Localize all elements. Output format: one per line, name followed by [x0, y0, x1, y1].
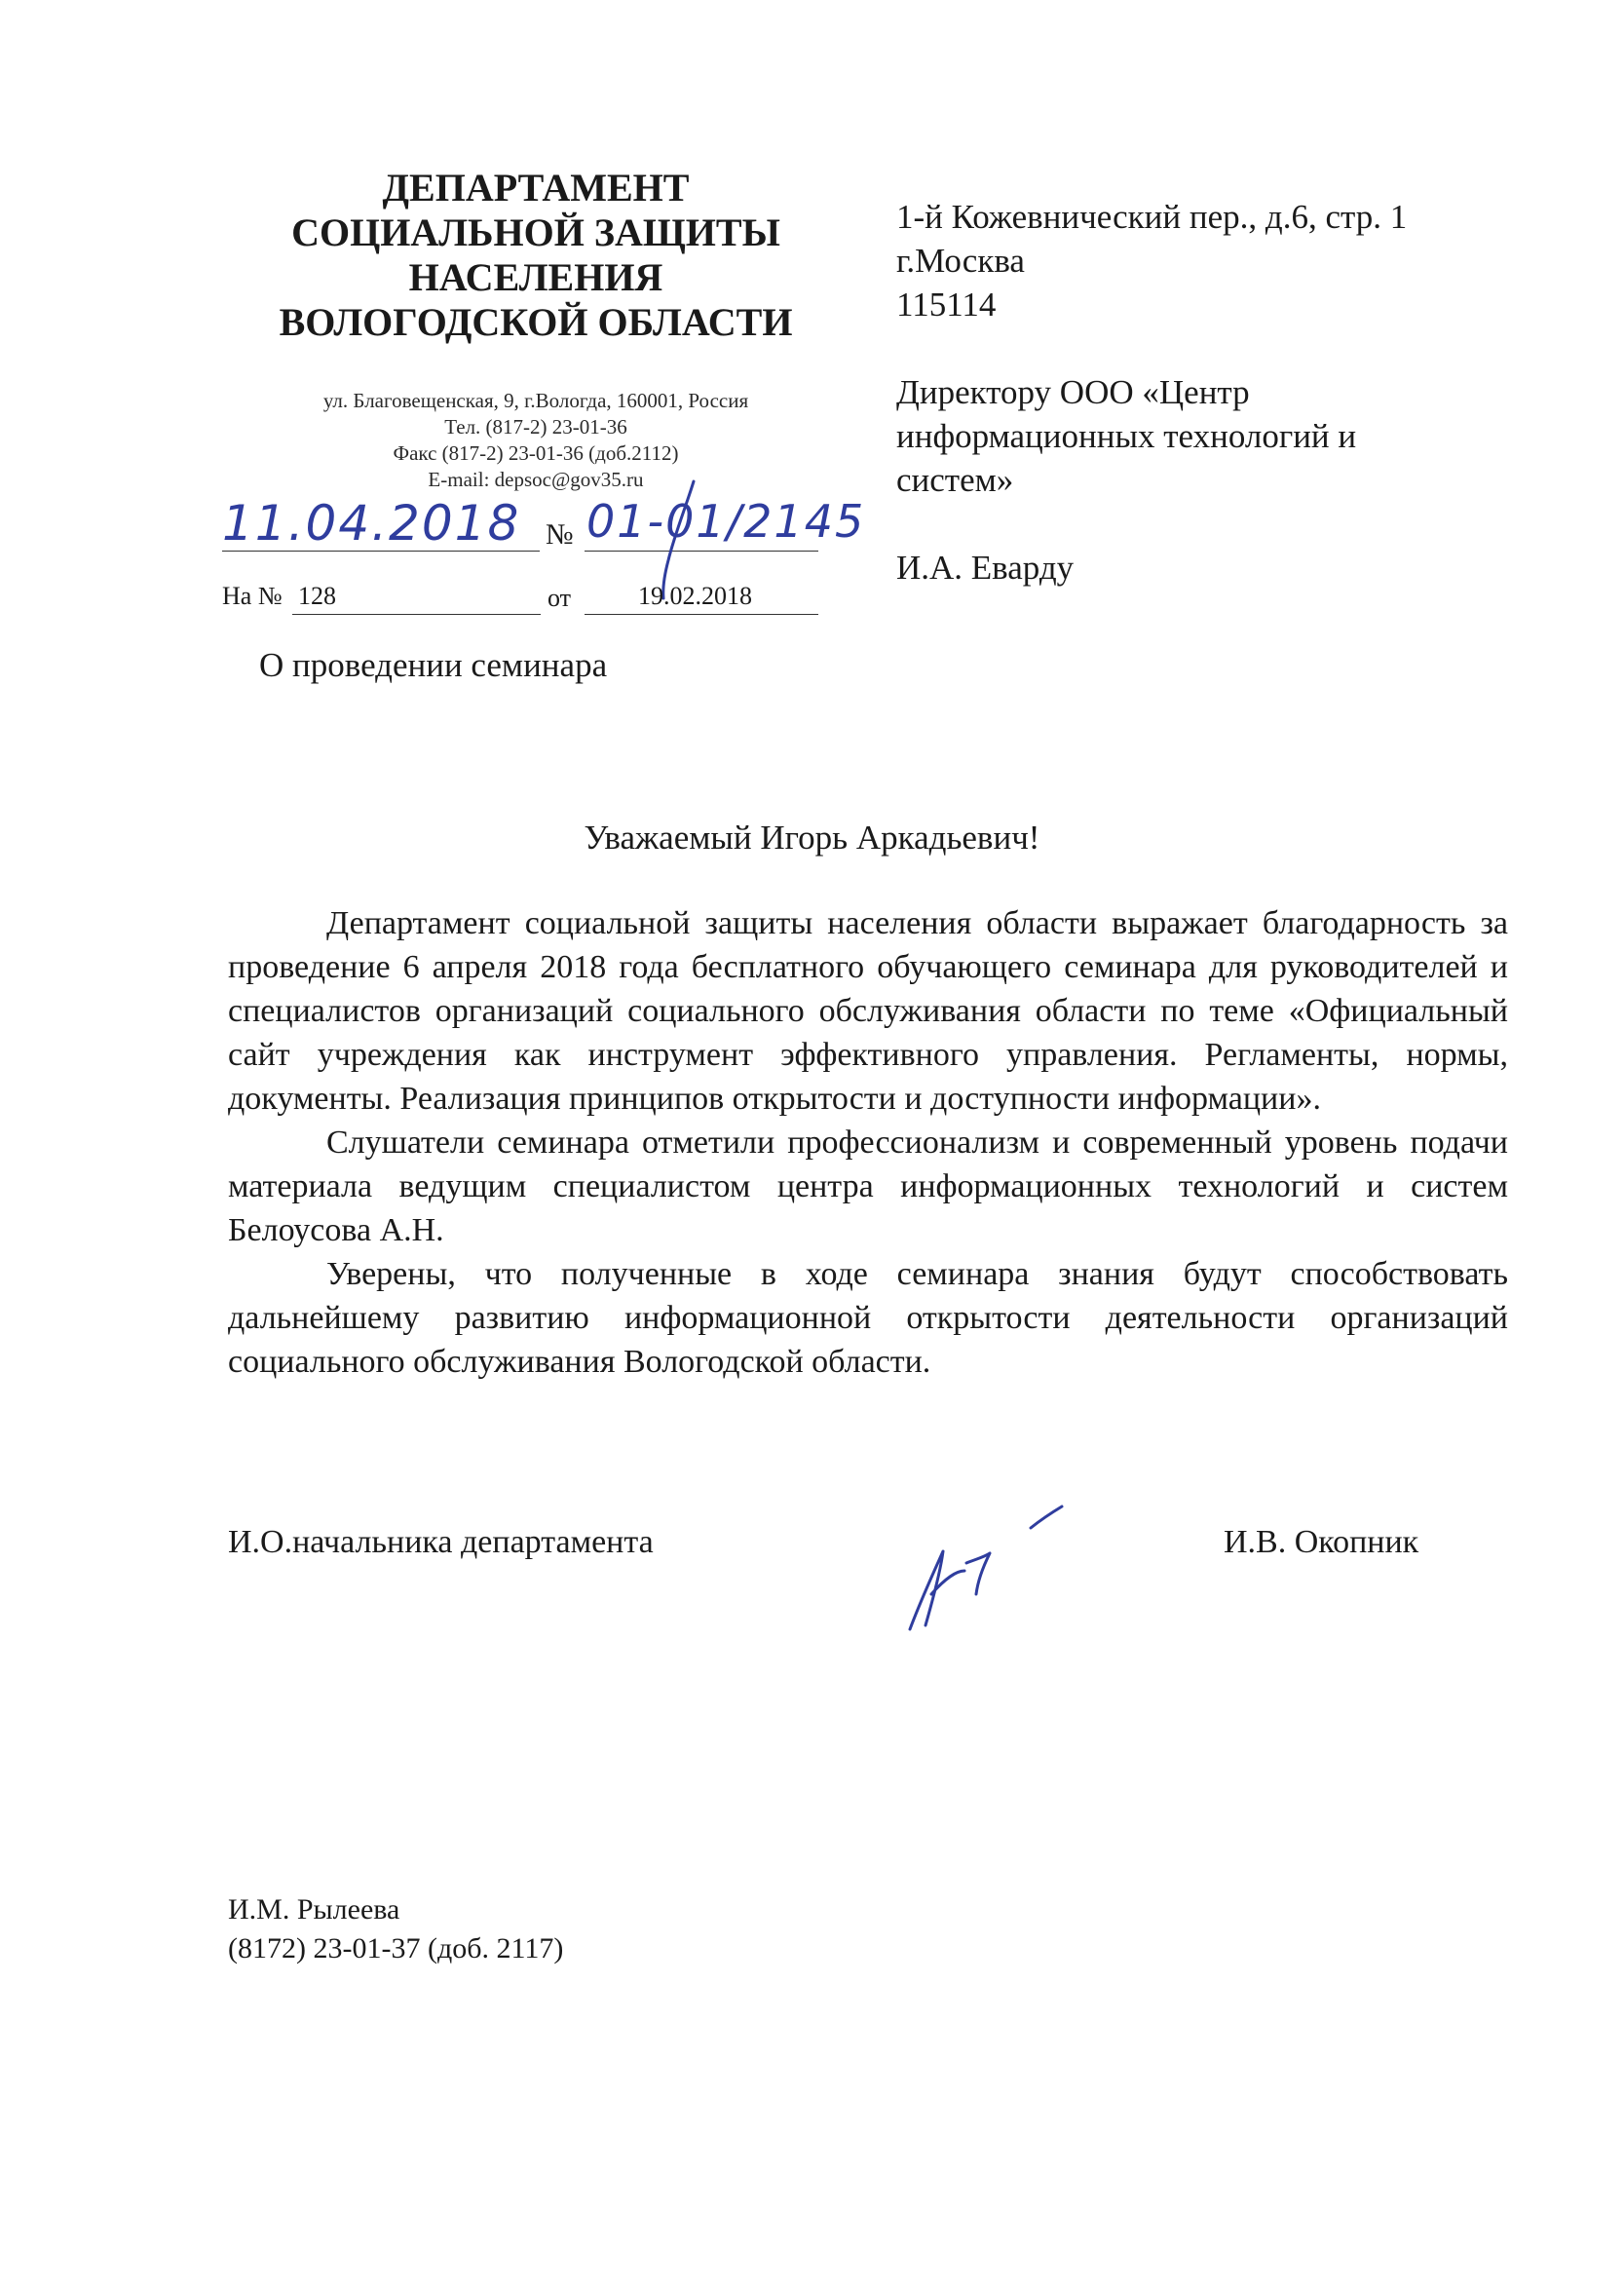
- org-contacts: [224, 388, 848, 493]
- ref-from-label: от: [548, 584, 572, 612]
- recipient-name: И.А. Еварду: [896, 549, 1075, 587]
- executor-info: [228, 1890, 563, 1968]
- reg-number-line: [585, 551, 818, 552]
- ref-number-line: [292, 614, 541, 615]
- reg-number-handwritten: 01-01/2145: [586, 495, 866, 548]
- ref-date-line: [585, 614, 818, 615]
- addressee-address-line: 115114: [896, 286, 997, 324]
- reg-date-line: [222, 551, 540, 552]
- signatory-name: И.В. Окопник: [1224, 1524, 1419, 1560]
- recipient-line: систем»: [896, 461, 1014, 499]
- org-phone: Тел. (817-2) 23-01-36: [444, 415, 627, 439]
- recipient-line: информационных технологий и: [896, 417, 1357, 455]
- body-paragraph: Департамент социальной защиты населения области выражает благодарность за проведение 6 апреля 2018 года бесплатного обучающего семинара для руководителей и специалистов организаций социального обслуживания области по теме «Официальный сайт учреждения как инструмент эффективного управления. Регламенты, нормы, документы. Реализация принципов открытости и доступности информации».: [228, 905, 1508, 1117]
- body-paragraph: Уверены, что полученные в ходе семинара знания будут способствовать дальнейшему развитию информационной открытости деятельности организаций социального обслуживания Вологодской области.: [228, 1256, 1508, 1380]
- org-name-line: СОЦИАЛЬНОЙ ЗАЩИТЫ: [291, 210, 780, 254]
- addressee-address-line: 1-й Кожевнический пер., д.6, стр. 1: [896, 198, 1408, 236]
- org-address: ул. Благовещенская, 9, г.Вологда, 160001, Россия: [322, 389, 749, 412]
- handwritten-signature: [896, 1501, 1091, 1637]
- recipient-line: Директору ООО «Центр: [896, 373, 1250, 411]
- org-name-line: ДЕПАРТАМЕНТ: [382, 166, 690, 210]
- body-paragraph: Слушатели семинара отметили профессионализм и современный уровень подачи материала ведущим специалистом центра информационных технологий и систем Белоусова А.Н.: [228, 1125, 1508, 1248]
- letter-body: [228, 901, 1508, 1384]
- reg-date-handwritten: 11.04.2018: [222, 495, 521, 552]
- addressee-address-line: г.Москва: [896, 242, 1025, 280]
- org-name-line: ВОЛОГОДСКОЙ ОБЛАСТИ: [279, 300, 793, 344]
- letter-greeting: Уважаемый Игорь Аркадьевич!: [584, 819, 1040, 857]
- signatory-position: И.О.начальника департамента: [228, 1524, 654, 1560]
- org-fax: Факс (817-2) 23-01-36 (доб.2112): [393, 441, 679, 465]
- ref-date: 19.02.2018: [638, 582, 752, 610]
- org-name-line: НАСЕЛЕНИЯ: [408, 255, 663, 299]
- reg-number-sign: №: [546, 518, 574, 551]
- executor-phone: (8172) 23-01-37 (доб. 2117): [228, 1932, 564, 1964]
- addressee: [896, 195, 1520, 590]
- ref-label: На №: [222, 582, 283, 610]
- ref-number: 128: [298, 582, 336, 610]
- letter-subject: О проведении семинара: [259, 646, 608, 684]
- org-email: E-mail: depsoc@gov35.ru: [428, 468, 644, 491]
- org-name: [224, 166, 848, 345]
- executor-name: И.М. Рылеева: [228, 1893, 400, 1926]
